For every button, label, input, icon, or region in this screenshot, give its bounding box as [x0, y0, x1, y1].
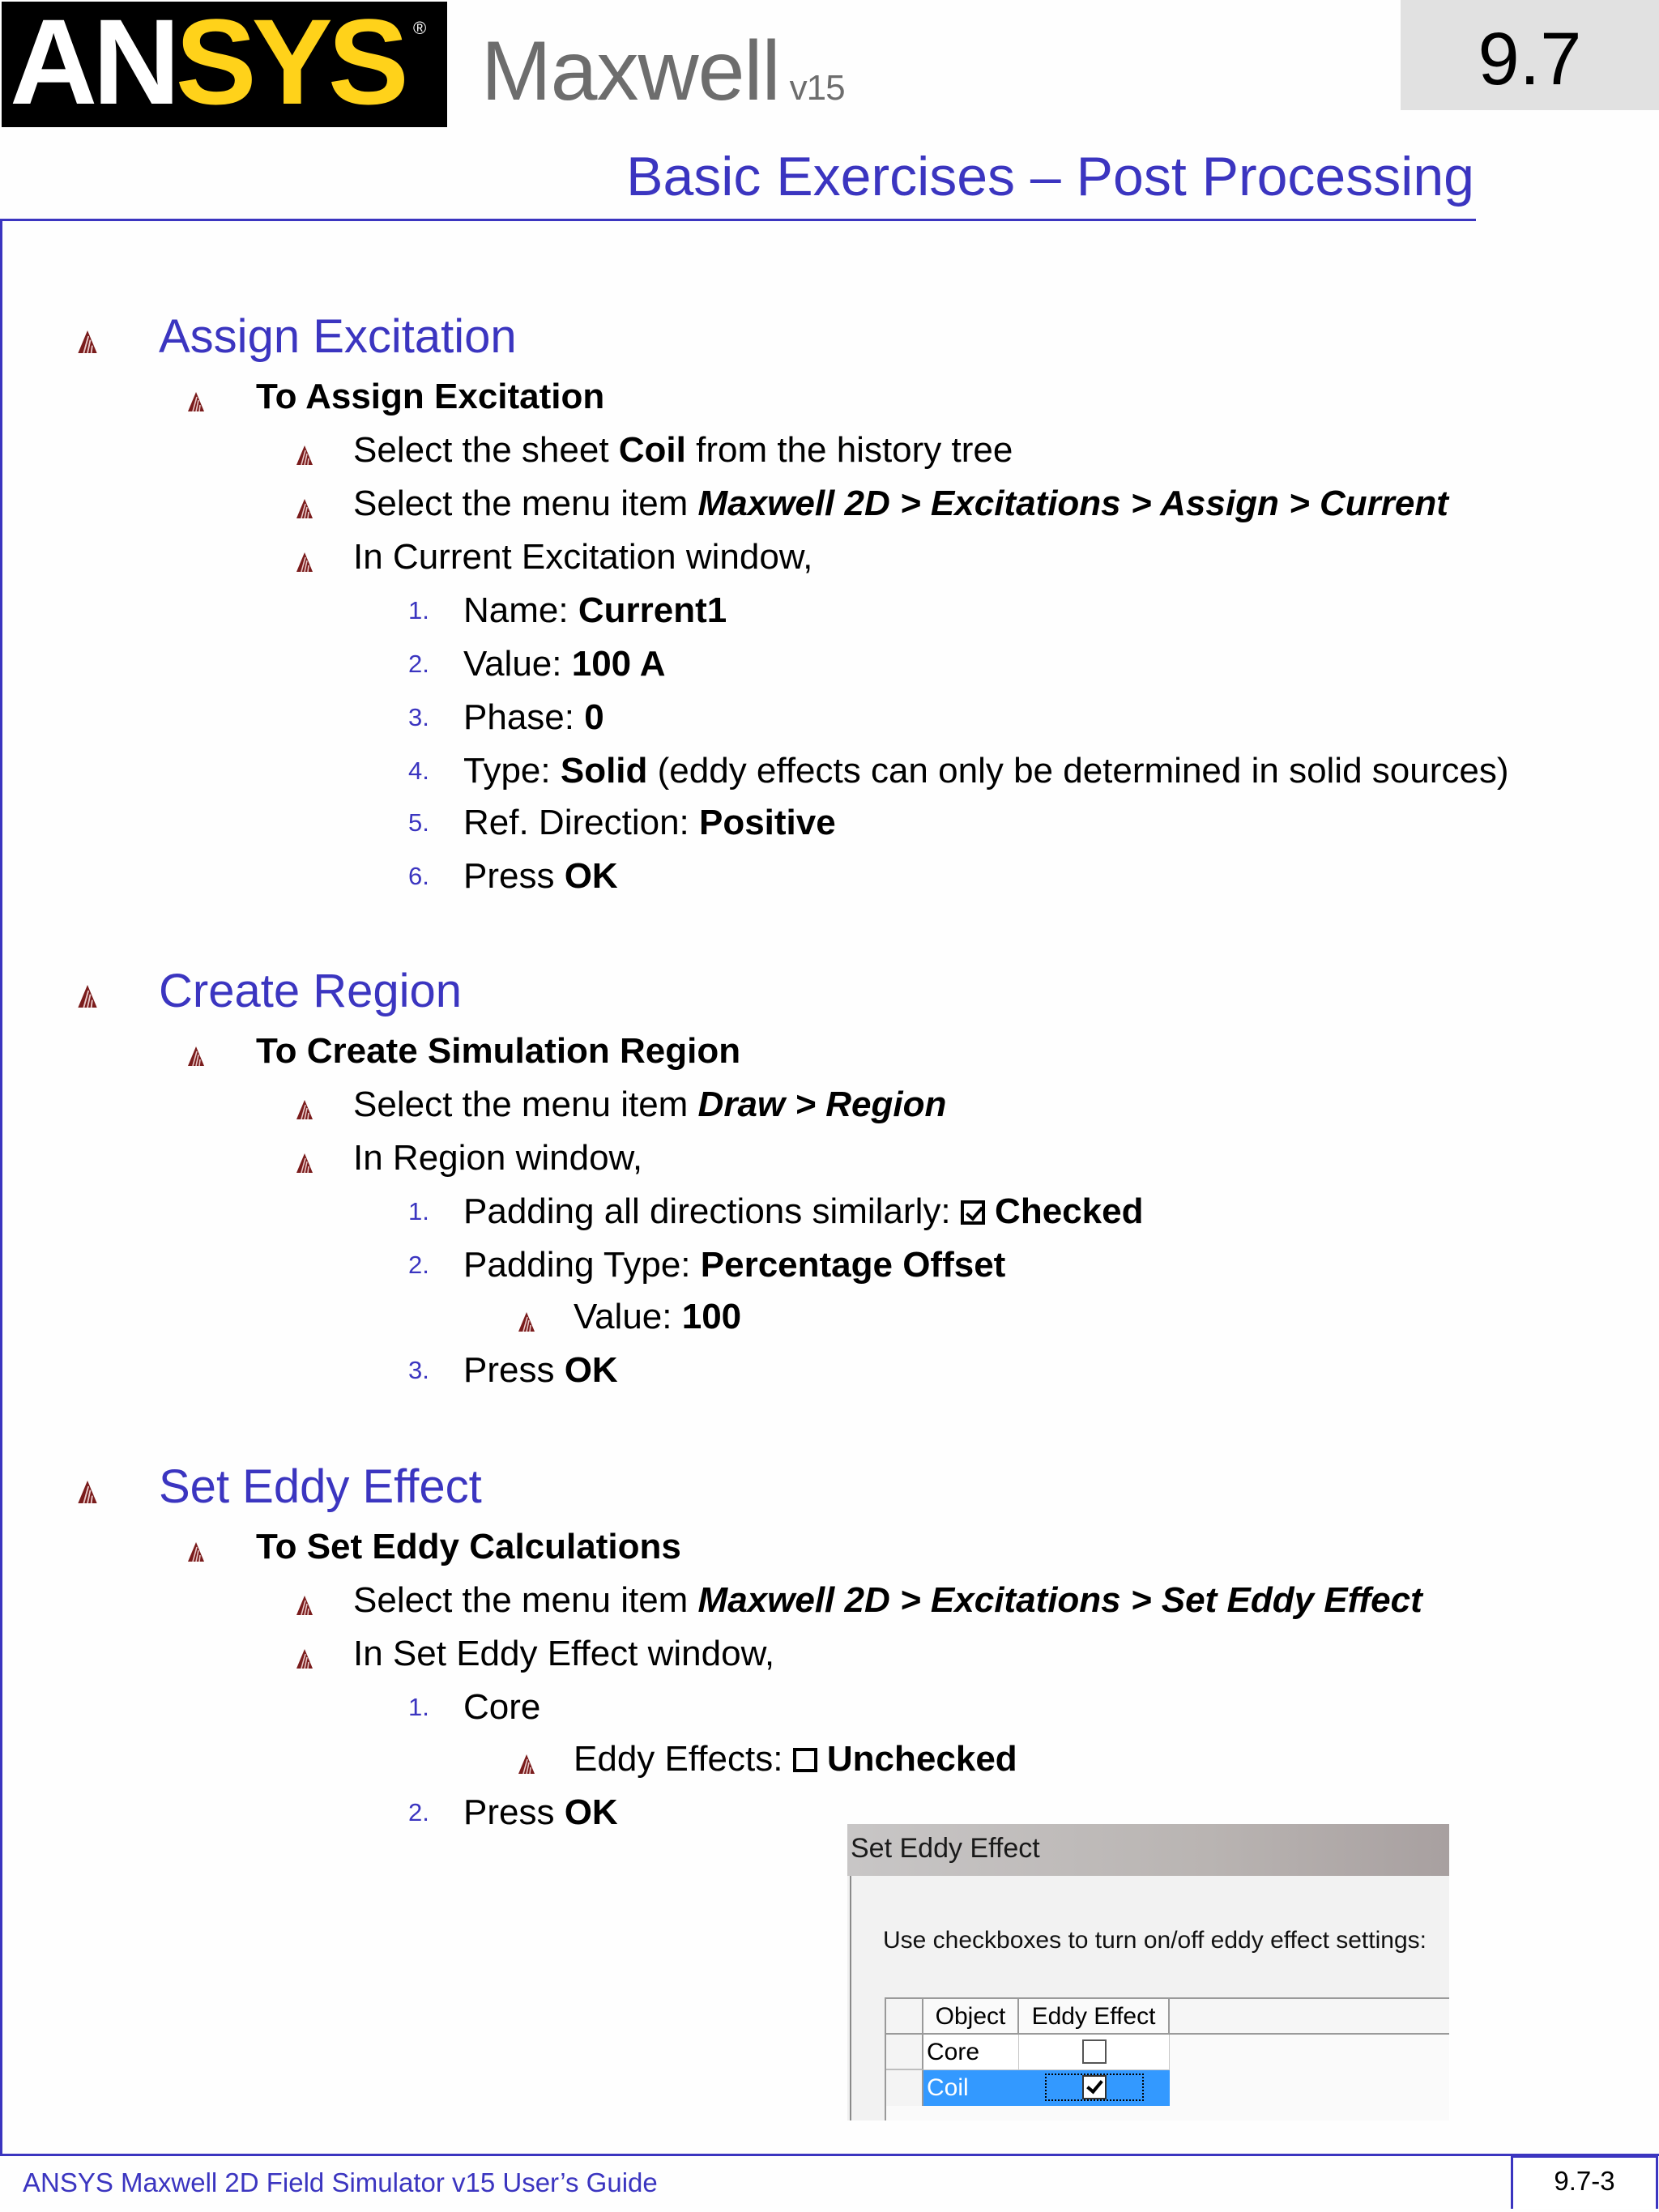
table-cell-eddy: [1019, 2035, 1170, 2070]
dialog-title: Set Eddy Effect: [851, 1833, 1040, 1864]
column-header-object[interactable]: Object: [923, 1999, 1019, 2035]
list-number: 1.: [408, 596, 429, 624]
menu-path: Maxwell 2D > Excitations > Set Eddy Effect: [697, 1580, 1422, 1620]
bullet-icon: [296, 499, 313, 518]
bullet-icon: [296, 445, 313, 465]
list-item: Name: Current1: [463, 590, 727, 630]
list-number: 4.: [408, 757, 429, 785]
page-title: Basic Exercises – Post Processing: [626, 146, 1474, 207]
list-item: Press OK: [463, 1350, 618, 1390]
list-number: 1.: [408, 1197, 429, 1225]
step-text: Select the menu item Maxwell 2D > Excitations > Assign > Current: [353, 484, 1448, 523]
title-divider: [0, 219, 1476, 221]
bullet-icon: [188, 1046, 204, 1066]
section-heading-region: Create Region: [159, 965, 462, 1017]
list-item: Press OK: [463, 1792, 618, 1832]
list-number: 2.: [408, 650, 429, 678]
list-item: Value: 100 A: [463, 644, 666, 684]
row-header-corner: [886, 1999, 923, 2035]
subheading-eddy: To Set Eddy Calculations: [256, 1527, 681, 1566]
list-number: 6.: [408, 862, 429, 890]
row-header[interactable]: [886, 2070, 923, 2106]
section-heading-eddy: Set Eddy Effect: [159, 1460, 482, 1513]
bullet-icon: [78, 1481, 97, 1503]
list-item: Press OK: [463, 856, 618, 896]
menu-path: Draw > Region: [697, 1085, 947, 1124]
footer-divider: [0, 2154, 1659, 2156]
step-text: Select the menu item Maxwell 2D > Excitations > Set Eddy Effect: [353, 1580, 1422, 1620]
list-number: 3.: [408, 703, 429, 731]
list-item: Padding Type: Percentage Offset: [463, 1245, 1006, 1285]
subheading-region: To Create Simulation Region: [256, 1031, 741, 1071]
menu-path: Maxwell 2D > Excitations > Assign > Current: [697, 484, 1448, 523]
list-item: Type: Solid (eddy effects can only be determined in solid sources): [463, 751, 1509, 791]
dialog-message: Use checkboxes to turn on/off eddy effect settings:: [883, 1927, 1427, 1954]
list-number: 5.: [408, 808, 429, 837]
header-filler: [1170, 1999, 1449, 2035]
bullet-icon: [296, 1649, 313, 1669]
bullet-icon: [296, 552, 313, 572]
table-cell-eddy-selected: [1019, 2070, 1170, 2106]
logo-text-right: SYS: [175, 2, 404, 127]
bullet-icon: [296, 1100, 313, 1119]
step-text: In Region window,: [353, 1138, 643, 1178]
list-item: Core: [463, 1687, 541, 1727]
list-number: 2.: [408, 1251, 429, 1279]
list-subitem: Eddy Effects: Unchecked: [574, 1739, 1017, 1779]
page-number: 9.7-3: [1554, 2166, 1615, 2196]
checked-box-icon: [961, 1200, 985, 1225]
set-eddy-effect-dialog: [847, 1824, 1449, 2120]
list-number: 3.: [408, 1356, 429, 1384]
left-border: [0, 219, 2, 2156]
product-name: [481, 23, 845, 137]
bullet-icon: [296, 1153, 313, 1173]
bullet-icon: [296, 1596, 313, 1615]
list-subitem: Value: 100: [574, 1297, 742, 1336]
list-item: Phase: 0: [463, 697, 604, 737]
logo-text-left: AN: [10, 2, 176, 127]
chapter-number: 9.7: [1478, 18, 1582, 100]
eddy-checkbox-coil[interactable]: [1082, 2075, 1107, 2099]
list-item: Ref. Direction: Positive: [463, 803, 836, 842]
bullet-icon: [78, 330, 97, 353]
product-title: Maxwell: [481, 24, 780, 118]
ansys-logo: [2, 2, 447, 127]
step-text: In Set Eddy Effect window,: [353, 1634, 775, 1673]
unchecked-box-icon: [793, 1748, 817, 1772]
bullet-icon: [518, 1312, 535, 1332]
product-version: v15: [789, 68, 845, 108]
row-header[interactable]: [886, 2035, 923, 2070]
bullet-icon: [78, 985, 97, 1008]
section-heading-excitation: Assign Excitation: [159, 310, 517, 363]
eddy-effect-table: [885, 1997, 1449, 2120]
column-header-eddy-effect[interactable]: Eddy Effect: [1019, 1999, 1170, 2035]
eddy-checkbox-core[interactable]: [1082, 2039, 1107, 2064]
table-cell-object[interactable]: Core: [923, 2035, 1019, 2070]
list-item: Padding all directions similarly: Checked: [463, 1191, 1144, 1231]
step-text: Select the menu item Draw > Region: [353, 1085, 947, 1124]
list-number: 1.: [408, 1693, 429, 1721]
step-text: In Current Excitation window,: [353, 537, 813, 577]
step-text: Select the sheet Coil from the history tree: [353, 430, 1013, 470]
subheading-excitation: To Assign Excitation: [256, 377, 605, 416]
table-cell-object-selected[interactable]: Coil: [923, 2070, 1019, 2106]
bullet-icon: [188, 392, 204, 411]
list-number: 2.: [408, 1798, 429, 1826]
checkmark-icon: [1086, 2077, 1103, 2095]
footer-guide-title: ANSYS Maxwell 2D Field Simulator v15 User’s Guide: [23, 2167, 658, 2197]
bullet-icon: [518, 1754, 535, 1774]
bullet-icon: [188, 1542, 204, 1562]
registered-mark: ®: [413, 18, 427, 38]
